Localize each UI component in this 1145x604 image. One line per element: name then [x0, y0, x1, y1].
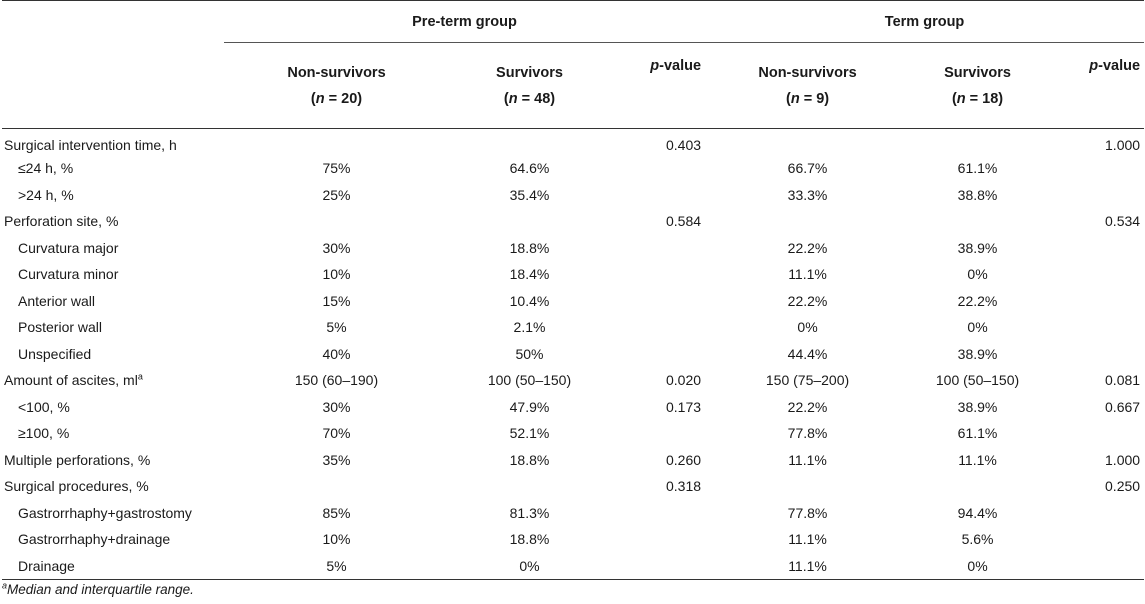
n-label: (n = 9): [785, 90, 830, 107]
data-cell: 11.1%: [788, 266, 827, 283]
data-cell: 30%: [322, 239, 351, 256]
data-cell: 11.1%: [958, 451, 997, 468]
table-row: [2, 341, 1144, 368]
column-header-pvalue: p-value: [650, 58, 702, 74]
table-row: [2, 447, 1144, 474]
footnote-marker: a: [137, 371, 143, 382]
row-label: Gastrorrhaphy+drainage: [18, 531, 171, 548]
row-label: Amount of ascites, $ml^a$: [4, 371, 143, 389]
data-cell: 22.2%: [787, 239, 828, 256]
p-value-cell: 0.584: [665, 213, 702, 230]
data-cell: [449, 473, 610, 500]
row-label: Multiple perforations, %: [4, 451, 151, 468]
p-value-cell: [610, 288, 705, 315]
p-value-cell: [1045, 526, 1144, 553]
p-value-cell: 1.000: [1105, 137, 1141, 153]
p-value-cell: [610, 553, 705, 580]
data-cell: 0%: [967, 266, 988, 283]
p-value-cell: 0.260: [665, 451, 702, 468]
p-value-cell: [1045, 288, 1144, 315]
data-cell: 18.8%: [509, 239, 550, 256]
data-cell: 11.1%: [788, 531, 827, 548]
data-cell: [449, 208, 610, 235]
row-label: Surgical intervention time, h: [4, 137, 177, 153]
row-label: Perforation site, %: [4, 213, 119, 230]
column-header: Survivors (n = 48): [449, 43, 610, 129]
table-row: [2, 314, 1144, 341]
data-cell: 64.6%: [509, 160, 550, 177]
p-value-cell: [1045, 235, 1144, 262]
table-row: [2, 553, 1144, 580]
p-value-cell: [610, 261, 705, 288]
p-value-cell: 0.318: [665, 478, 702, 495]
data-cell: 50%: [515, 345, 544, 362]
data-cell: 70%: [322, 425, 351, 442]
p-value-cell: [1045, 314, 1144, 341]
p-value-cell: 0.081: [1105, 372, 1141, 389]
data-cell: 25%: [322, 186, 351, 203]
column-header: Non-survivors (n = 9): [705, 43, 910, 129]
p-value-cell: 1.000: [1105, 451, 1141, 468]
column-header-pvalue: p-value: [1089, 58, 1141, 74]
data-cell: [224, 129, 449, 156]
table-row: [2, 261, 1144, 288]
data-cell: [705, 473, 910, 500]
data-cell: 2.1%: [513, 319, 546, 336]
table-row: [2, 367, 1144, 394]
data-cell: 38.9%: [957, 345, 998, 362]
p-value-cell: [610, 500, 705, 527]
row-label: <100, %: [18, 398, 70, 415]
n-label: (n = 20): [310, 90, 363, 107]
data-cell: 100 (50–150): [935, 372, 1020, 389]
data-cell: 11.1%: [788, 451, 827, 468]
table-row: [2, 288, 1144, 315]
row-label: ≥100, %: [18, 425, 70, 442]
data-cell: 100 (50–150): [487, 372, 572, 389]
group-header-term: Term group: [884, 13, 965, 30]
p-value-cell: [1045, 553, 1144, 580]
data-cell: 77.8%: [787, 425, 828, 442]
row-label: Anterior wall: [18, 292, 96, 309]
data-cell: [224, 473, 449, 500]
data-cell: 22.2%: [787, 398, 828, 415]
results-table: [2, 0, 1144, 580]
p-value-cell: [610, 314, 705, 341]
p-value-cell: [610, 235, 705, 262]
row-label: Unspecified: [18, 345, 92, 362]
data-cell: 5.6%: [961, 531, 994, 548]
data-cell: 10.4%: [509, 292, 550, 309]
p-value-cell: [1045, 341, 1144, 368]
group-header-row: [2, 1, 1144, 43]
p-value-cell: [1045, 261, 1144, 288]
data-cell: 0%: [967, 557, 988, 574]
p-value-cell: [610, 341, 705, 368]
data-cell: 30%: [322, 398, 351, 415]
table-row: [2, 394, 1144, 421]
table-row: [2, 182, 1144, 209]
data-cell: 85%: [322, 504, 351, 521]
data-cell: [224, 208, 449, 235]
p-value-cell: [610, 420, 705, 447]
row-label: ≤24 h, %: [18, 160, 74, 177]
data-cell: 22.2%: [957, 292, 998, 309]
row-label: Surgical procedures, %: [4, 478, 149, 495]
table-row: [2, 129, 1144, 156]
data-cell: 75%: [322, 160, 351, 177]
data-cell: 81.3%: [509, 504, 550, 521]
data-cell: 150 (75–200): [765, 372, 850, 389]
data-cell: 66.7%: [787, 160, 828, 177]
p-value-cell: 0.534: [1105, 213, 1141, 230]
data-cell: 0%: [797, 319, 818, 336]
p-value-cell: 0.173: [665, 398, 702, 415]
p-value-cell: [610, 526, 705, 553]
p-value-cell: 0.403: [665, 137, 702, 153]
data-cell: 44.4%: [787, 345, 828, 362]
data-cell: 18.8%: [509, 451, 550, 468]
data-cell: 5%: [326, 319, 347, 336]
data-cell: 150 (60–190): [294, 372, 379, 389]
p-value-cell: [1045, 182, 1144, 209]
row-label: Drainage: [18, 557, 75, 574]
row-label: Curvatura minor: [18, 266, 119, 283]
p-value-cell: [1045, 420, 1144, 447]
table-row: [2, 155, 1144, 182]
data-cell: 33.3%: [787, 186, 828, 203]
data-cell: 77.8%: [787, 504, 828, 521]
data-cell: [449, 129, 610, 156]
table-row: [2, 235, 1144, 262]
data-cell: [910, 208, 1045, 235]
data-cell: 18.8%: [509, 531, 550, 548]
n-label: (n = 18): [951, 90, 1004, 107]
row-label: Posterior wall: [18, 319, 103, 336]
p-value-cell: 0.667: [1105, 398, 1141, 415]
data-cell: 35%: [322, 451, 351, 468]
row-label: Gastrorrhaphy+gastrostomy: [18, 504, 192, 521]
data-cell: 0%: [519, 557, 540, 574]
footnote: $^a$Median and interquartile range.: [2, 580, 194, 597]
data-cell: 18.4%: [509, 266, 550, 283]
data-cell: 5%: [326, 557, 347, 574]
table-body: [2, 129, 1144, 580]
p-value-cell: [1045, 155, 1144, 182]
p-value-cell: [1045, 500, 1144, 527]
group-header-preterm: Pre-term group: [412, 13, 517, 30]
p-value-cell: [610, 155, 705, 182]
data-cell: 52.1%: [509, 425, 550, 442]
row-label: Curvatura major: [18, 239, 119, 256]
table-row: [2, 473, 1144, 500]
data-cell: 38.9%: [957, 398, 998, 415]
row-label: >24 h, %: [18, 186, 74, 203]
table-row: [2, 526, 1144, 553]
data-cell: 38.8%: [957, 186, 998, 203]
data-cell: 61.1%: [957, 425, 998, 442]
table-row: [2, 500, 1144, 527]
p-value-cell: 0.020: [665, 372, 702, 389]
data-cell: 15%: [322, 292, 351, 309]
data-cell: [705, 129, 910, 156]
data-cell: 61.1%: [957, 160, 998, 177]
data-cell: 22.2%: [787, 292, 828, 309]
p-value-cell: 0.250: [1105, 478, 1141, 495]
data-cell: [910, 129, 1045, 156]
data-cell: [705, 208, 910, 235]
column-header: Non-survivors (n = 20): [224, 43, 449, 129]
data-cell: 40%: [322, 345, 351, 362]
p-value-cell: [610, 182, 705, 209]
data-cell: 11.1%: [788, 557, 827, 574]
table-row: [2, 208, 1144, 235]
data-cell: 10%: [322, 266, 351, 283]
column-header-row: [2, 43, 1144, 129]
data-cell: 0%: [967, 319, 988, 336]
data-cell: 47.9%: [509, 398, 550, 415]
data-cell: 35.4%: [509, 186, 550, 203]
table-row: [2, 420, 1144, 447]
data-cell: 10%: [322, 531, 351, 548]
data-cell: [910, 473, 1045, 500]
n-label: (n = 48): [503, 90, 556, 107]
column-header: Survivors (n = 18): [910, 43, 1045, 129]
data-cell: 94.4%: [957, 504, 998, 521]
data-cell: 38.9%: [957, 239, 998, 256]
